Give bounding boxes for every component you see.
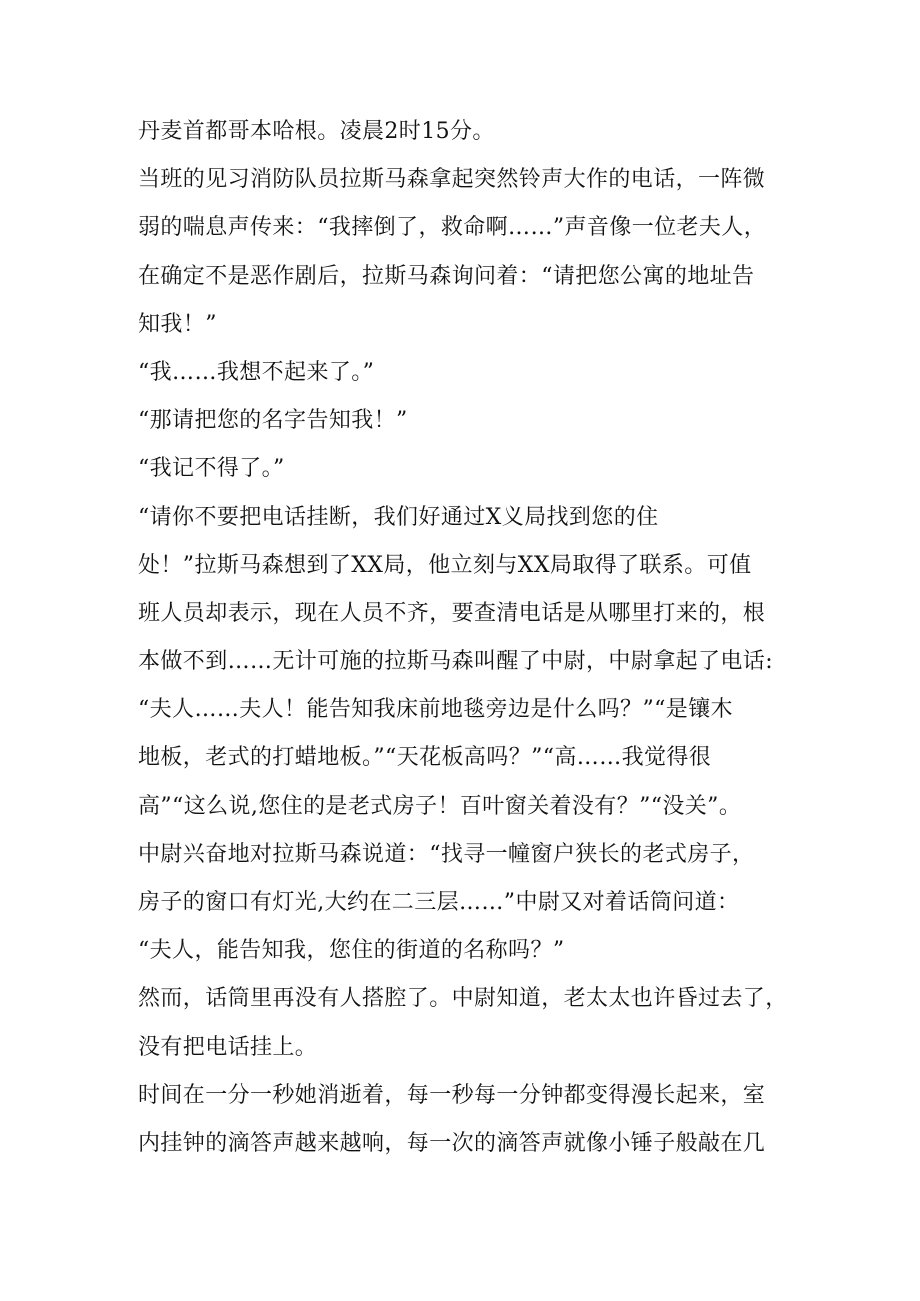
text-line-20: 没有把电话挂上。 <box>138 1034 318 1060</box>
text-line-14: 地板，老式的打蜡地板。”“天花板高吗？”“高……我觉得很 <box>138 745 712 771</box>
text-line-7: “那请把您的名字告知我！” <box>138 408 408 434</box>
text-line-18: “夫人，能告知我，您住的街道的名称吗？” <box>138 938 565 964</box>
text-line-13: “夫人……夫人！能告知我床前地毯旁边是什么吗？”“是镶木 <box>138 697 733 723</box>
text-line-10: 处！”拉斯马森想到了XX局，他立刻与XX局取得了联系。可值 <box>138 552 752 578</box>
text-line-17: 房子的窗口有灯光,大约在二三层……”中尉又对着话筒问道： <box>138 890 740 915</box>
text-line-12: 本做不到……无计可施的拉斯马森叫醒了中尉，中尉拿起了电话: <box>138 649 774 675</box>
text-line-9: “请你不要把电话挂断，我们好通过X义局找到您的住 <box>138 504 659 530</box>
text-line-1: 丹麦首都哥本哈根。凌晨2时15分。 <box>138 119 495 144</box>
text-line-11: 班人员却表示，现在人员不齐，要查清电话是从哪里打来的，根 <box>138 600 766 626</box>
text-line-6: “我……我想不起来了。” <box>138 359 375 385</box>
text-line-8: “我记不得了。” <box>138 456 285 482</box>
text-line-16: 中尉兴奋地对拉斯马森说道：“找寻一幢窗户狭长的老式房子， <box>138 841 755 867</box>
text-line-15: 高”“这么说,您住的是老式房子！百叶窗关着没有？”“没关”。 <box>138 793 742 819</box>
body-text <box>138 108 788 1168</box>
text-line-19: 然而，话筒里再没有人搭腔了。中尉知道，老太太也许昏过去了， <box>138 986 788 1012</box>
text-line-3: 弱的喘息声传来：“我摔倒了，救命啊……”声音像一位老夫人， <box>138 215 767 241</box>
text-line-5: 知我！” <box>138 311 217 337</box>
text-line-4: 在确定不是恶作剧后，拉斯马森询问着：“请把您公寓的地址告 <box>138 263 755 289</box>
text-line-21: 时间在一分一秒她消逝着，每一秒每一分钟都变得漫长起来，室 <box>138 1082 766 1108</box>
text-line-2: 当班的见习消防队员拉斯马森拿起突然铃声大作的电话，一阵微 <box>138 167 766 193</box>
text-line-22: 内挂钟的滴答声越来越响，每一次的滴答声就像小锤子般敲在几 <box>138 1130 766 1156</box>
